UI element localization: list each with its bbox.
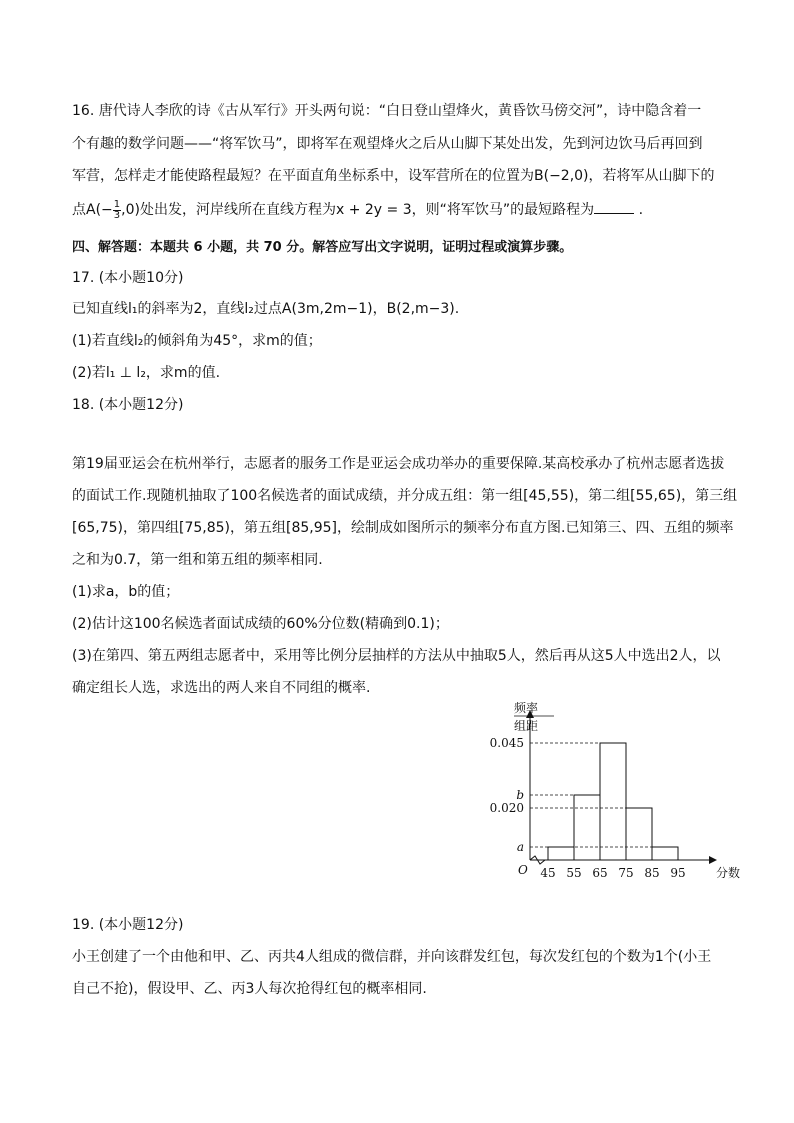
q17-part-1: (1)若直线l₂的倾斜角为45°，求m的值； bbox=[72, 333, 322, 349]
q18-part-3-line-2: 确定组长人选，求选出的两人来自不同组的概率. bbox=[72, 680, 371, 696]
y-axis-label-top: 频率 bbox=[514, 701, 539, 715]
frequency-histogram bbox=[470, 700, 741, 890]
section-heading: 四、解答题：本题共 6 小题，共 70 分。解答应写出文字说明，证明过程或演算步骤。 bbox=[72, 240, 573, 255]
q16-line-2: 个有趣的数学问题——“将军饮马”，即将军在观望烽火之后从山脚下某处出发，先到河边饮马后再回到 bbox=[72, 136, 703, 152]
x-tick-label: 75 bbox=[618, 866, 634, 880]
q18-line-2: 的面试工作.现随机抽取了100名候选者的面试成绩，并分成五组：第一组[45,55)，第二组[55,65)，第三组 bbox=[72, 488, 738, 504]
q19-line-2: 自己不抢)，假设甲、乙、丙3人每次抢得红包的概率相同. bbox=[72, 981, 427, 997]
y-tick-label: a bbox=[516, 840, 524, 854]
answer-blank[interactable] bbox=[594, 199, 634, 214]
q18-part-2: (2)估计这100名候选者面试成绩的60%分位数(精确到0.1)； bbox=[72, 616, 449, 632]
q18-part-1: (1)求a，b的值； bbox=[72, 584, 180, 600]
origin-label: O bbox=[518, 863, 528, 877]
fraction-denominator: 3 bbox=[113, 209, 121, 221]
histogram-bar-5 bbox=[652, 847, 678, 860]
fraction-numerator: 1 bbox=[113, 198, 121, 210]
histogram-bar-4 bbox=[626, 808, 652, 860]
x-tick-label: 45 bbox=[540, 866, 556, 880]
histogram-bar-3 bbox=[600, 743, 626, 860]
x-axis-label: 分数 bbox=[716, 866, 741, 880]
x-tick-label: 95 bbox=[670, 866, 686, 880]
q16-line-4-text: ,0)处出发，河岸线所在直线方程为x + 2y = 3，则“将军饮马”的最短路程为 bbox=[121, 202, 595, 218]
q17-stem: 已知直线l₁的斜率为2，直线l₂过点A(3m,2m−1)，B(2,m−3). bbox=[72, 301, 460, 317]
q18-part-3-line-1: (3)在第四、第五两组志愿者中，采用等比例分层抽样的方法从中抽取5人，然后再从这5人中选出2人，以 bbox=[72, 648, 721, 664]
histogram-bar-1 bbox=[548, 847, 574, 860]
q16-line-1: 16. 唐代诗人李欣的诗《古从军行》开头两句说：“白日登山望烽火，黄昏饮马傍交河”，诗中隐含着一 bbox=[72, 103, 702, 119]
x-tick-label: 65 bbox=[592, 866, 608, 880]
q19-line-1: 小王创建了一个由他和甲、乙、丙共4人组成的微信群，并向该群发红包，每次发红包的个数为1个(小王 bbox=[72, 949, 712, 965]
y-tick-label: b bbox=[516, 788, 524, 802]
q16-period: . bbox=[638, 202, 644, 218]
q17-header: 17. (本小题10分) bbox=[72, 270, 184, 286]
x-tick-label: 85 bbox=[644, 866, 660, 880]
y-axis-label-bottom: 组距 bbox=[514, 719, 539, 733]
histogram-bar-2 bbox=[574, 795, 600, 860]
q18-line-1: 第19届亚运会在杭州举行，志愿者的服务工作是亚运会成功举办的重要保障.某高校承办了杭州志愿者选拔 bbox=[72, 456, 725, 472]
q18-line-4: 之和为0.7，第一组和第五组的频率相同. bbox=[72, 552, 323, 568]
q18-header: 18. (本小题12分) bbox=[72, 397, 184, 413]
fraction-one-third bbox=[113, 200, 121, 221]
q16-line-4 bbox=[72, 199, 643, 221]
y-tick-label: 0.045 bbox=[489, 736, 524, 750]
q18-line-3: [65,75)，第四组[75,85)，第五组[85,95]，绘制成如图所示的频率分布直方图.已知第三、四、五组的频率 bbox=[72, 520, 734, 536]
x-tick-label: 55 bbox=[566, 866, 582, 880]
q19-header: 19. (本小题12分) bbox=[72, 917, 184, 933]
q17-part-2: (2)若l₁ ⊥ l₂，求m的值. bbox=[72, 365, 221, 381]
y-tick-label: 0.020 bbox=[489, 801, 524, 815]
q16-line-3: 军营，怎样走才能使路程最短？在平面直角坐标系中，设军营所在的位置为B(−2,0)，若将军从山脚下的 bbox=[72, 168, 715, 184]
q16-point-a-prefix: 点A(− bbox=[72, 202, 113, 218]
